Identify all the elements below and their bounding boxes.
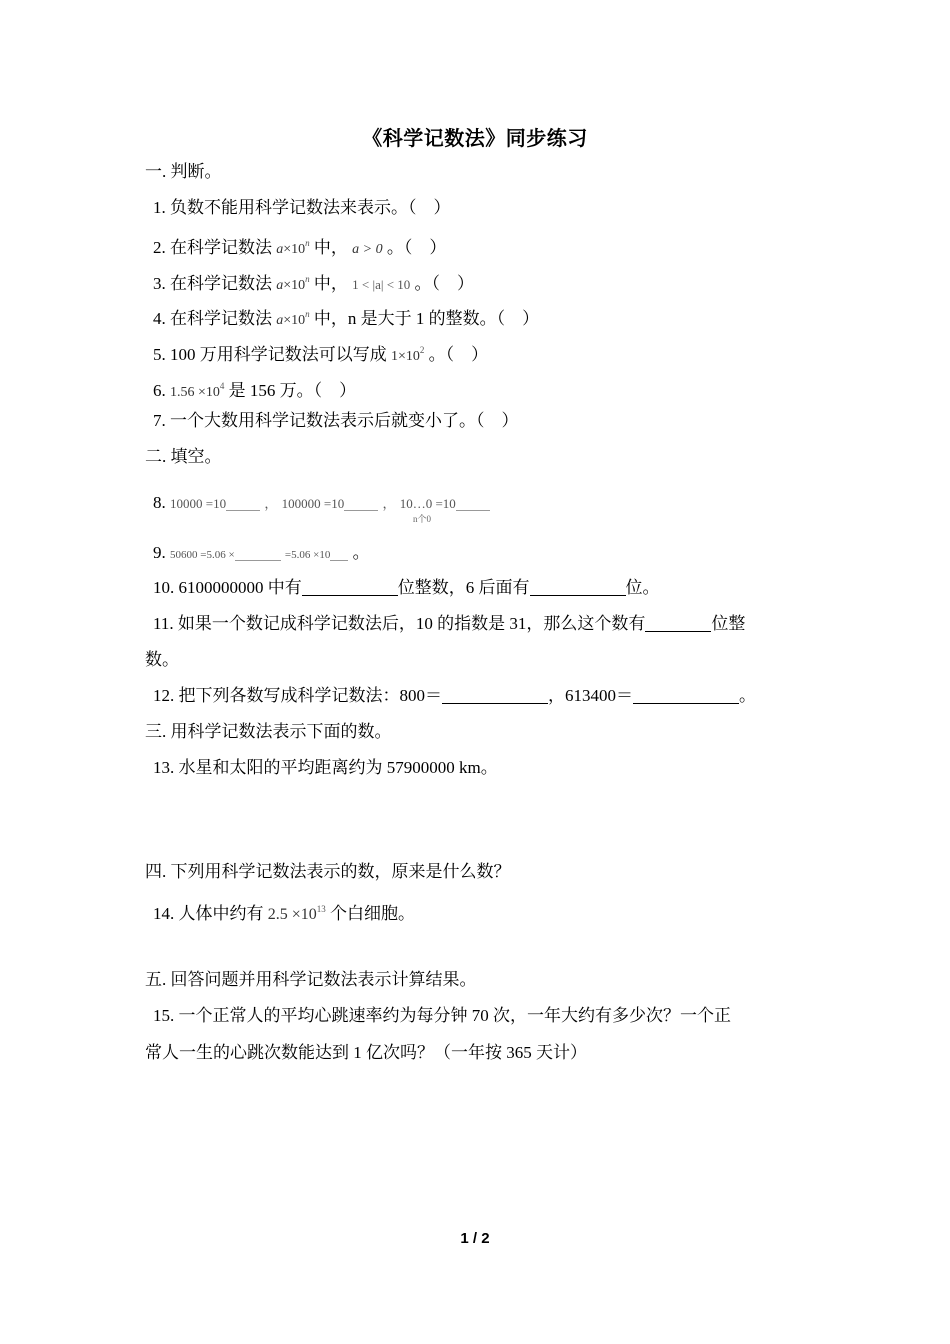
question-14: 14. 人体中约有 $2.5 \times 10^{13}$ 个白细胞。	[153, 904, 416, 923]
question-10: 10. 6100000000 中有 位整数，6 后面有 位。	[153, 578, 660, 597]
question-11: 11. 如果一个数记成科学记数法后，10 的指数是 31，那么这个数有 位整	[153, 614, 746, 633]
section-1-heading: 一. 判断。	[145, 162, 222, 181]
question-13: 13. 水星和太阳的平均距离约为 57900000 km。	[153, 758, 498, 777]
question-5: 5. 100 万用科学记数法可以写成 $1\times 10^2$ 。（ ）	[153, 345, 489, 364]
blank-exponent[interactable]	[226, 494, 260, 511]
page-number: 1 / 2	[460, 1230, 490, 1247]
question-12: 12. 把下列各数写成科学记数法：800＝ ，613400＝ 。	[153, 686, 756, 705]
section-2-heading: 二. 填空。	[145, 447, 222, 466]
n-zeros-note: n个0	[413, 514, 432, 524]
question-6: 6. $1.56 \times 10^4$ 是 156 万。（ ）	[153, 381, 357, 400]
question-9: 9. 50600 =5.06 × =5.06 ×10 。	[153, 543, 370, 562]
question-15-continued: 常人一生的心跳次数能达到 1 亿次吗？（一年按 365 天计）	[145, 1043, 587, 1062]
question-4: 4. 在科学记数法 $a\times 10^n$ 中，n 是大于 1 的整数。（ ）	[153, 309, 540, 328]
blank-answer[interactable]	[633, 687, 739, 704]
question-2: 2. 在科学记数法 $a\times 10^n$ 中， a > 0 。（ ）	[153, 238, 447, 257]
question-1: 1. 负数不能用科学记数法来表示。（ ）	[153, 198, 451, 217]
blank-answer[interactable]	[530, 579, 626, 596]
blank-exponent[interactable]	[344, 494, 378, 511]
blank-answer[interactable]	[302, 579, 398, 596]
section-4-heading: 四. 下列用科学记数法表示的数，原来是什么数？	[145, 862, 511, 881]
question-11-continued: 数。	[145, 650, 179, 669]
condition-math: 1 < |a| < 10	[352, 277, 411, 292]
question-3: 3. 在科学记数法 $a\times 10^n$ 中， 1 < |a| < 10 。（ ）	[153, 274, 475, 293]
question-15: 15. 一个正常人的平均心跳速率约为每分钟 70 次，一年大约有多少次？一个正	[153, 1006, 731, 1025]
question-8: 8. 10000 =10 ， 100000 =10 ， 10…0 =10	[153, 491, 490, 516]
page-title: 《科学记数法》同步练习	[362, 128, 588, 150]
blank-exponent[interactable]	[456, 494, 490, 511]
section-3-heading: 三. 用科学记数法表示下面的数。	[145, 722, 392, 741]
blank-answer[interactable]	[645, 615, 711, 632]
condition-math: a > 0	[352, 242, 383, 257]
section-5-heading: 五. 回答问题并用科学记数法表示计算结果。	[145, 970, 477, 989]
question-7: 7. 一个大数用科学记数法表示后就变小了。（ ）	[153, 411, 519, 430]
blank-answer[interactable]	[442, 687, 548, 704]
blank-exponent[interactable]	[330, 544, 348, 561]
blank-coefficient[interactable]	[235, 544, 281, 561]
